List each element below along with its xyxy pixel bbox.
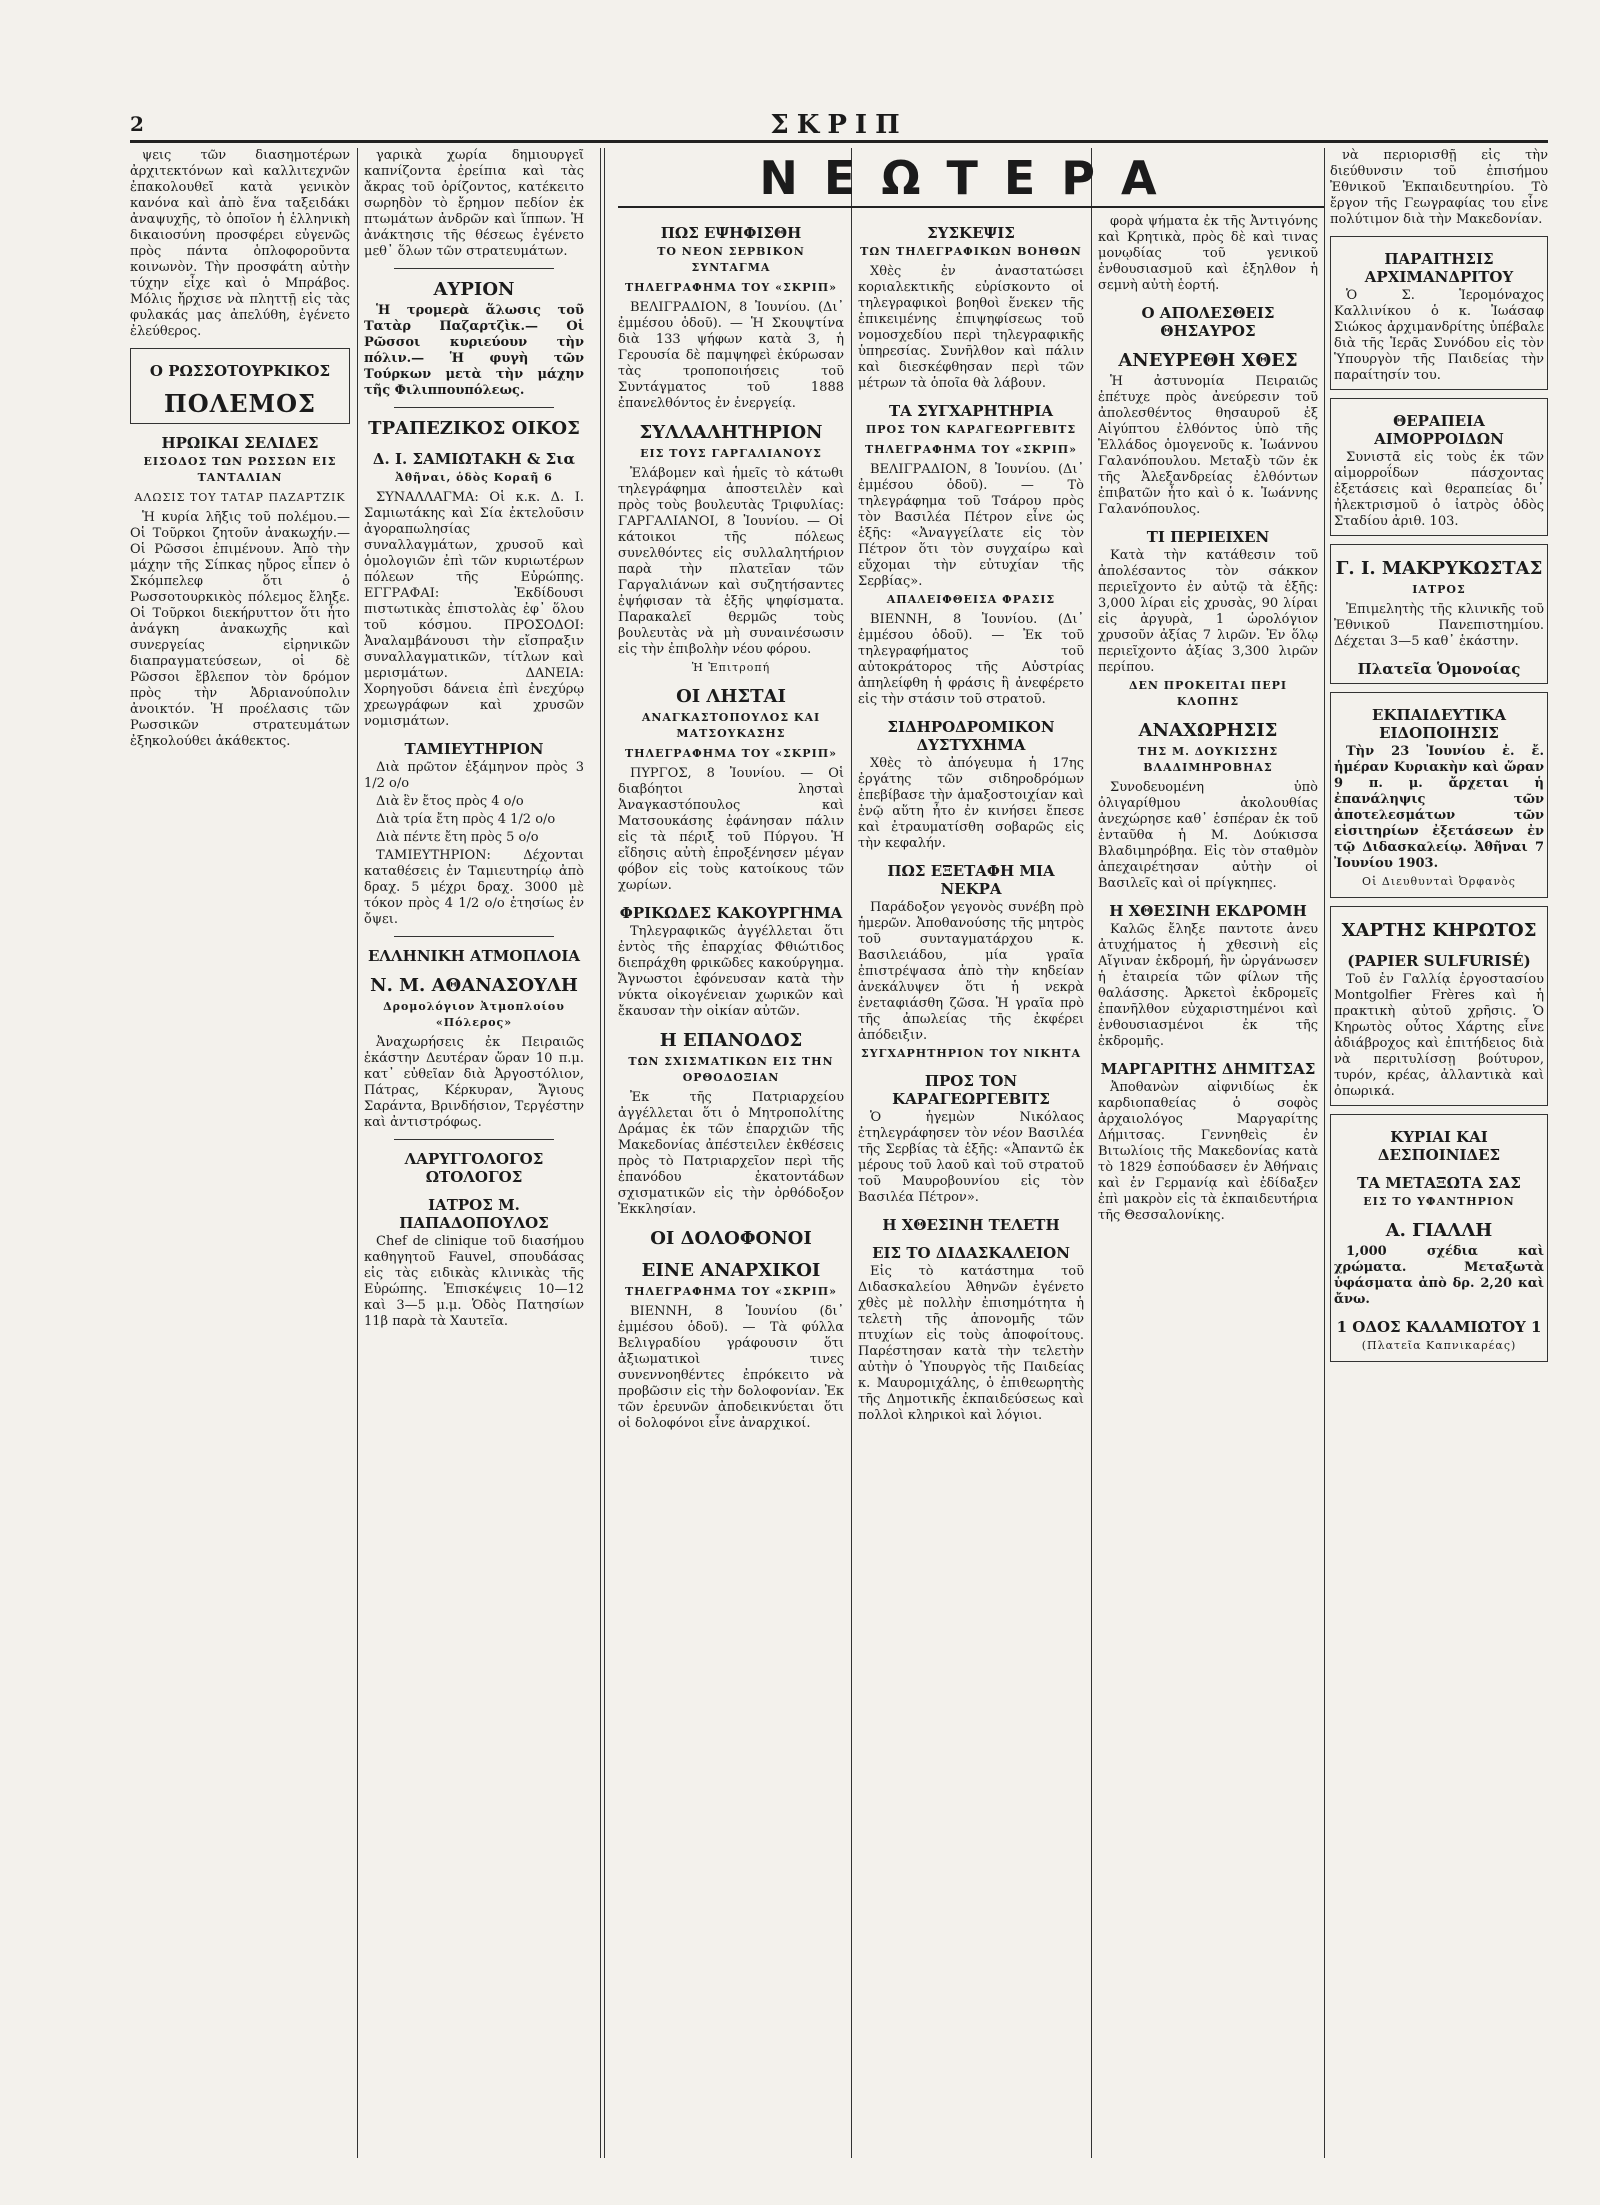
section-title: ΝΕΩΤΕΡΑ: [618, 150, 1324, 208]
column-rule: [851, 148, 852, 2158]
column-rule: [600, 148, 601, 2158]
article-text: Συνιστᾶ εἰς τοὺς ἐκ τῶν αἱμορροΐδων πάσχοντας ἐξετάσεις καὶ θεραπείας δι᾽ ἠλεκτρισμοῦ ὁ ἰατρὸς ὁδὸς Σταδίου ἀριθ. 103.: [1334, 450, 1544, 529]
subheadline: ΙΑΤΡΟΣ: [1412, 583, 1466, 596]
headline: ΜΑΡΓΑΡΙΤΗΣ ΔΗΜΙΤΣΑΣ: [1100, 1060, 1316, 1078]
headline: ΠΩΣ ΕΞΕΤΑΦΗ ΜΙΑ ΝΕΚΡΑ: [887, 862, 1055, 898]
headline: ΠΑΡΑΙΤΗΣΙΣ ΑΡΧΙΜΑΝΔΡΙΤΟΥ: [1364, 250, 1514, 286]
headline: ΚΥΡΙΑΙ ΚΑΙ ΔΕΣΠΟΙΝΙΔΕΣ: [1377, 1128, 1501, 1164]
column-1: [130, 148, 350, 2158]
headline: ΕΛΛΗΝΙΚΗ ΑΤΜΟΠΛΟΙΑ: [367, 947, 581, 965]
headline: ΤΙ ΠΕΡΙΕΙΧΕΝ: [1146, 528, 1270, 546]
divider: [394, 936, 554, 937]
page-number: 2: [130, 112, 144, 136]
article-text: Τηλεγραφικῶς ἀγγέλλεται ὅτι ἐντὸς τῆς ἐπαρχίας Φθιώτιδος διεπράχθη φρικῶδες κακούργημα. Ἄγνωστοι ἐφόνευσαν κατὰ τὴν νύκτα οἰκογένειαν χωρικῶν καὶ ἔκαυσαν τὴν οἰκίαν αὐτῶν.: [618, 924, 844, 1019]
column-6: [1330, 148, 1548, 2158]
rate-row: Διὰ ἓν ἔτος πρὸς 4 ο/ο: [376, 794, 524, 809]
subheadline: ΑΠΑΛΕΙΦΘΕΙΣΑ ΦΡΑΣΙΣ: [886, 593, 1056, 606]
headline: Γ. Ι. ΜΑΚΡΥΚΩΣΤΑΣ: [1335, 558, 1543, 579]
article-text: Ἡ τρομερὰ ἅλωσις τοῦ Τατὰρ Παζαρτζὶκ.— Οἱ Ρῶσσοι κυριεύουν τὴν πόλιν.— Ἡ φυγὴ τῶν Τούρκων μετὰ τὴν μάχην τῆς Φιλιππουπόλεως.: [364, 303, 584, 398]
article-text: Ὁ Σ. Ἱερομόναχος Καλλινίκου ὁ κ. Ἰωάσαφ Σιώκος ἀρχιμανδρίτης ὑπέβαλε διὰ τῆς Ἱερᾶς Συνόδου εἰς τὸν Ὑπουργὸν τῆς Παιδείας τὴν παραίτησίν του.: [1334, 288, 1544, 383]
article-text: φορὰ ψήματα ἐκ τῆς Ἀντιγόνης καὶ Κρητικὰ, πρὸς δὲ καὶ τινας μονῳδίας τοῦ γενικοῦ ἐνθουσιασμοῦ καὶ ἐξηλθον ἡ σεμνὴ αὐτὴ ἑορτή.: [1098, 214, 1318, 293]
headline: ΑΥΡΙΟΝ: [433, 279, 515, 300]
headline: ΠΩΣ ΕΨΗΦΙΣΘΗ: [660, 224, 802, 242]
notice-box: [1330, 236, 1548, 390]
article-text: ΒΙΕΝΝΗ, 8 Ἰουνίου (δι᾽ ἐμμέσου ὁδοῦ). — Τὰ φύλλα Βελιγραδίου γράφουσιν ὅτι ἀξιωματικοὶ τινες συνεννοηθέντες ἐπρόκειτο νὰ προβῶσιν εἰς τὴν δολοφονίαν. Ἐκ τῶν ἐρευνῶν ἀποδεικνύεται ὅτι οἱ δολοφόνοι εἶνε ἀναρχικοί.: [618, 1304, 844, 1431]
column-3: [618, 214, 844, 2158]
article-text: Κατὰ τὴν κατάθεσιν τοῦ ἀπολέσαντος τὸν σάκκον περιεῖχοντο ἐν αὐτῷ τὰ ἑξῆς: 3,000 λίραι εἰς χρυσὰς, 90 λίραι εἰς ἀργυρὰ, 1 ὡρολόγιον χρυσοῦν ἀξίας 7 λιρῶν. Ἐν ὅλῳ περιεῖχοντο ἀξίας 3,300 λιρῶν περίπου.: [1098, 548, 1318, 675]
article-text: Χθὲς τὸ ἀπόγευμα ἡ 17ης ἐργάτης τῶν σιδηροδρόμων ἐπεβίβασε τὴν ἁμαξοστοιχίαν καὶ ἐνῷ αὕτη ἦτο ἐν κινήσει ἔπεσε καὶ ἐτραυματίσθη σοβαρῶς εἰς τὴν κεφαλήν.: [858, 756, 1084, 851]
column-rule: [1324, 148, 1325, 2158]
signature: Οἱ Διευθυνταὶ Ὀρφανὸς: [1362, 875, 1516, 888]
headline: ΕΙΣ ΤΟ ΔΙΔΑΣΚΑΛΕΙΟΝ: [872, 1244, 1070, 1262]
headline: ΤΡΑΠΕΖΙΚΟΣ ΟΙΚΟΣ: [368, 418, 580, 439]
headline: ΠΡΟΣ ΤΟΝ ΚΑΡΑΓΕΩΡΓΕΒΙΤΣ: [892, 1072, 1050, 1108]
headline: Η ΧΘΕΣΙΝΗ ΤΕΛΕΤΗ: [882, 1216, 1060, 1234]
divider: [394, 407, 554, 408]
headline: (PAPIER SULFURISÉ): [1347, 952, 1531, 970]
article-text: ΤΑΜΙΕΥΤΗΡΙΟΝ: Δέχονται καταθέσεις ἐν Ταμιευτηρίῳ ἀπὸ δραχ. 5 μέχρι δραχ. 3000 μὲ τόκον πρὸς 4 1/2 ο/ο ἐτησίως ἐν ὄψει.: [364, 848, 584, 927]
subheadline: ΤΩΝ ΣΧΙΣΜΑΤΙΚΩΝ ΕΙΣ ΤΗΝ ΟΡΘΟΔΟΞΙΑΝ: [628, 1055, 834, 1084]
article-text: Ἐκ τῆς Πατριαρχείου ἀγγέλλεται ὅτι ὁ Μητροπολίτης Δράμας ἐκ τῶν ἐπαρχιῶν τῆς Μακεδονίας ἀπέστειλεν ἐκθέσεις πρὸς τὸ Πατριαρχεῖον περὶ τῆς ἐπανόδου ἑκατοντάδων σχισματικῶν εἰς τὴν ὀρθόδοξον Ἐκκλησίαν.: [618, 1090, 844, 1217]
bank-name: Δ. Ι. ΣΑΜΙΩΤΑΚΗ & Σια: [372, 450, 576, 468]
advert-box: [1330, 1114, 1548, 1362]
headline: ΑΝΕΥΡΕΘΗ ΧΘΕΣ: [1118, 350, 1298, 371]
column-4: [858, 214, 1084, 2158]
article-text: Ὁ ἡγεμὼν Νικόλαος ἐτηλεγράφησεν τὸν νέον Βασιλέα τῆς Σερβίας τὰ ἑξῆς: «Ἀπαντῶ ἐκ μέρους τοῦ λαοῦ καὶ τοῦ στρατοῦ τοῦ Μαυροβουνίου εἰς τὸν Βασιλέα Πέτρον».: [858, 1110, 1084, 1205]
address: (Πλατεῖα Καπνικαρέας): [1361, 1339, 1517, 1352]
signature: Ἡ Ἐπιτροπή: [691, 661, 771, 674]
masthead: [130, 110, 1548, 143]
advert-box: [1330, 906, 1548, 1106]
article-text: γαρικὰ χωρία δημιουργεῖ καπνίζοντα ἐρείπια καὶ τὰς ἄκρας τοῦ ὁρίζοντος, κατέκειτο σωρηδὸν τὸ ἔρημον πεδίον ἐκ πτωμάτων ἀνδρῶν καὶ ἵππων. Ἡ ἀνάκτησις τῆς θέσεως ἐγένετο μεθ᾽ ὅλων τῶν στρατευμάτων.: [364, 148, 584, 259]
headline: ΧΑΡΤΗΣ ΚΗΡΩΤΟΣ: [1341, 920, 1537, 941]
headline: ΠΟΛΕΜΟΣ: [164, 389, 316, 418]
headline: ΕΚΠΑΙΔΕΥΤΙΚΑ ΕΙΔΟΠΟΙΗΣΙΣ: [1372, 706, 1506, 742]
rate-row: Διὰ πρῶτον ἑξάμηνον πρὸς 3 1/2 ο/ο: [364, 760, 584, 791]
article-text: ΠΥΡΓΟΣ, 8 Ἰουνίου. — Οἱ διαβόητοι λησταὶ Ἀναγκαστόπουλος καὶ Ματσουκάσης ἐφάνησαν πάλιν εἰς τὰ πέριξ τοῦ Πύργου. Ἡ εἴδησις αὐτὴ ἐπροξένησεν μέγαν φόβον εἰς τοὺς κατοίκους τῶν χωρίων.: [618, 766, 844, 893]
article-text: ΣΥΝΑΛΛΑΓΜΑ: Οἱ κ.κ. Δ. Ι. Σαμιωτάκης καὶ Σία ἐκτελοῦσιν ἀγοραπωλησίας συναλλαγμάτων, χρυσοῦ καὶ ὁμολογιῶν ἐπὶ τῶν κυριωτέρων πόλεων τῆς Εὐρώπης. ΕΓΓΡΑΦΑΙ: Ἐκδίδουσι πιστωτικὰς ἐπιστολὰς ἐφ᾽ ὅλου τοῦ κόσμου. ΠΡΟΣΟΔΟΙ: Ἀναλαμβάνουσι τὴν εἴσπραξιν συναλλαγματικῶν, τίτλων καὶ μερισμάτων. ΔΑΝΕΙΑ: Χορηγοῦσι δάνεια ἐπὶ ἐνεχύρῳ χρεωγράφων καὶ χρυσῶν νομισμάτων.: [364, 490, 584, 729]
article-text: 1,000 σχέδια καὶ χρώματα. Μεταξωτὰ ὑφάσματα ἀπὸ δρ. 2,20 καὶ ἄνω.: [1334, 1244, 1544, 1307]
advert-box: [1330, 544, 1548, 684]
rate-row: Διὰ πέντε ἔτη πρὸς 5 ο/ο: [376, 830, 539, 845]
headline: Ο ΑΠΟΛΕΣΘΕΙΣ ΘΗΣΑΥΡΟΣ: [1141, 304, 1275, 340]
subheadline: ΔΕΝ ΠΡΟΚΕΙΤΑΙ ΠΕΡΙ ΚΛΟΠΗΣ: [1128, 679, 1288, 708]
advert-box: [1330, 398, 1548, 536]
headline: ΣΥΛΛΑΛΗΤΗΡΙΟΝ: [639, 422, 823, 443]
telegram-label: ΤΗΛΕΓΡΑΦΗΜΑ ΤΟΥ «ΣΚΡΙΠ»: [625, 747, 837, 760]
headline: ΣΥΣΚΕΨΙΣ: [927, 224, 1015, 242]
headline: ΘΕΡΑΠΕΙΑ ΑΙΜΟΡΡΟΙΔΩΝ: [1374, 412, 1504, 448]
headline: ΤΑΜΙΕΥΤΗΡΙΟΝ: [404, 740, 544, 758]
column-rule: [1091, 148, 1092, 2158]
subheadline: ΕΙΣ ΤΟ ΥΦΑΝΤΗΡΙΟΝ: [1363, 1195, 1515, 1208]
subheadline: Δρομολόγιον Ἀτμοπλοίου «Πόλερος»: [383, 1000, 565, 1029]
subheadline: ΤΩΝ ΤΗΛΕΓΡΑΦΙΚΩΝ ΒΟΗΘΩΝ: [860, 245, 1082, 258]
address: 1 ΟΔΟΣ ΚΑΛΑΜΙΩΤΟΥ 1: [1336, 1318, 1542, 1336]
headline: Ν. Μ. ΑΘΑΝΑΣΟΥΛΗ: [370, 975, 578, 996]
article-text: Ἀναχωρήσεις ἐκ Πειραιῶς ἑκάστην Δευτέραν ὥραν 10 π.μ. κατ᾽ εὐθεῖαν διὰ Ἀργοστόλιον, Πάτρας, Κέρκυραν, Ἄγιους Σαράντα, Βρινδήσιον, Τεργέστην καὶ ἀντιστρόφως.: [364, 1035, 584, 1130]
headline: ΦΡΙΚΩΔΕΣ ΚΑΚΟΥΡΓΗΜΑ: [619, 904, 843, 922]
divider: [394, 268, 554, 269]
article-text: Τοῦ ἐν Γαλλίᾳ ἐργοστασίου Montgolfier Frères καὶ ἡ πρακτικὴ αὐτοῦ χρῆσις. Ὁ Κηρωτὸς οὗτος Χάρτης εἶνε ἀδιάβροχος καὶ ἐπιτήδειος διὰ νὰ περιτυλίσσῃ βούτυρον, τυρόν, κρέας, ἀλλαντικὰ καὶ ὀπωρικά.: [1334, 972, 1544, 1099]
article-text: ΒΙΕΝΝΗ, 8 Ἰουνίου. (Δι᾽ ἐμμέσου ὁδοῦ). — Ἐκ τοῦ τηλεγραφήματος τοῦ αὐτοκράτορος τῆς Αὐστρίας ἀπηλείφθη ἡ φράσις ἣ ἀνεφέρετο εἰς τὴν στάσιν τοῦ στρατοῦ.: [858, 612, 1084, 707]
headline: Α. ΓΙΑΛΛΗ: [1385, 1220, 1493, 1241]
subheadline: ΑΝΑΓΚΑΣΤΟΠΟΥΛΟΣ ΚΑΙ ΜΑΤΣΟΥΚΑΣΗΣ: [641, 711, 821, 740]
subheadline: ΣΥΓΧΑΡΗΤΗΡΙΟΝ ΤΟΥ ΝΙΚΗΤΑ: [861, 1047, 1081, 1060]
article-text: ΒΕΛΙΓΡΑΔΙΟΝ, 8 Ἰουνίου. (Δι᾽ ἐμμέσου ὁδοῦ). — Τὸ τηλεγράφημα τοῦ Τσάρου πρὸς τὸν Βασιλέα Πέτρον εἶνε ὡς ἑξῆς: «Ἀναγγείλατε εἰς τὸν Πέτρον ὅτι τὸν συγχαίρω καὶ εὔχομαι τὴν εὐτυχίαν τῆς Σερβίας».: [858, 462, 1084, 589]
headline: ΣΙΔΗΡΟΔΡΟΜΙΚΟΝ ΔΥΣΤΥΧΗΜΑ: [887, 718, 1055, 754]
bank-address: Ἀθῆναι, ὁδὸς Κοραῆ 6: [395, 471, 553, 484]
article-text: Χθὲς ἐν ἀναστατώσει κοριαλεκτικῆς εὑρίσκοντο οἱ τηλεγραφικοὶ βοηθοὶ ἕνεκεν τῆς ἐπικειμένης ἐπιψηφίσεως τοῦ νομοσχεδίου περὶ τηλεγραφικῆς ὑπηρεσίας. Συνῆλθον καὶ πάλιν καὶ διεσκέφθησαν περὶ τῶν μέτρων τὰ ὁποῖα θὰ λάβουν.: [858, 264, 1084, 391]
rate-row: Διὰ τρία ἔτη πρὸς 4 1/2 ο/ο: [376, 812, 556, 827]
war-header-box: [130, 348, 350, 424]
headline: Ο ΡΩΣΣΟΤΟΥΡΚΙΚΟΣ: [149, 362, 331, 380]
article-text: ψεις τῶν διασημοτέρων ἀρχιτεκτόνων καὶ καλλιτεχνῶν ἐπακολουθεῖ κατὰ γενικὸν κανόνα καὶ ἀπὸ ἕνα ταξειδάκι ἀναψυχῆς, τὸ ὁποῖον ἡ ἑλληνικὴ δικαιοσύνη προσφέρει εὐγενῶς πρὸς πάντα ὁπλοφοροῦντα κοινωνὸν. Τὴν προσφάτη αὐτὴν τύχην εἶχε καὶ ὁ Μπράβος. Μόλις ἤρχισε νὰ πληττῇ εἰς τὰς φυλακάς μας ἀπελύθη, ἐγένετο ἐλεύθερος.: [130, 148, 350, 339]
subheadline: ΕΙΣ ΤΟΥΣ ΓΑΡΓΑΛΙΑΝΟΥΣ: [640, 447, 822, 460]
headline: ΟΙ ΛΗΣΤΑΙ: [676, 686, 786, 707]
headline: ΑΝΑΧΩΡΗΣΙΣ: [1138, 720, 1278, 741]
article-text: Chef de clinique τοῦ διασήμου καθηγητοῦ Fauvel, σπουδάσας εἰς τὰς ειδικὰς κλινικὰς τῆς Εὐρώπης. Ἐπισκέψεις 10—12 καὶ 3—5 μ.μ. Ὁδὸς Πατησίων 11β παρὰ τὰ Χαυτεῖα.: [364, 1234, 584, 1329]
article-text: Ἐπιμελητὴς τῆς κλινικῆς τοῦ Ἐθνικοῦ Πανεπιστημίου. Δέχεται 3—5 καθ᾽ ἑκάστην.: [1334, 602, 1544, 649]
headline: ΙΑΤΡΟΣ Μ. ΠΑΠΑΔΟΠΟΥΛΟΣ: [399, 1196, 549, 1232]
address: Πλατεῖα Ὁμονοίας: [1357, 660, 1521, 678]
telegram-label: ΤΗΛΕΓΡΑΦΗΜΑ ΤΟΥ «ΣΚΡΙΠ»: [865, 443, 1077, 456]
telegram-label: ΤΗΛΕΓΡΑΦΗΜΑ ΤΟΥ «ΣΚΡΙΠ»: [625, 1285, 837, 1298]
headline: ΤΑ ΣΥΓΧΑΡΗΤΗΡΙΑ: [889, 402, 1053, 420]
article-text: νὰ περιορισθῇ εἰς τὴν διεύθυνσιν τοῦ ἐπισήμου Ἐθνικοῦ Ἐκπαιδευτηρίου. Τὸ ἔργον τῆς Γεωγραφίας του εἶνε πολύτιμον διὰ τὴν Μακεδονίαν.: [1330, 148, 1548, 227]
column-5: [1098, 214, 1318, 2158]
headline: ΤΑ ΜΕΤΑΞΩΤΑ ΣΑΣ: [1357, 1174, 1521, 1192]
newspaper-name: ΣΚΡΙΠ: [770, 110, 908, 140]
notice-box: [1330, 692, 1548, 898]
headline: ΕΙΝΕ ΑΝΑΡΧΙΚΟΙ: [641, 1260, 821, 1281]
column-rule: [357, 148, 358, 2158]
article-text: Ἀποθανὼν αἰφνιδίως ἐκ καρδιοπαθείας ὁ σοφὸς ἀρχαιολόγος Μαργαρίτης Δήμιτσας. Γεννηθεὶς ἐν Βιτωλίοις τῆς Μακεδονίας κατὰ τὸ 1829 ἐσπούδασεν ἐν Ἀθήναις καὶ ἐν Γερμανίᾳ καὶ ἐδίδαξεν ἐπὶ μακρὸν εἰς τὰ ἐκπαιδευτήρια τῆς Θεσσαλονίκης.: [1098, 1080, 1318, 1223]
headline: ΛΑΡΥΓΓΟΛΟΓΟΣ ΩΤΟΛΟΓΟΣ: [404, 1150, 544, 1186]
column-2: [364, 148, 584, 2158]
subheadline: ΕΙΣΟΔΟΣ ΤΩΝ ΡΩΣΣΩΝ ΕΙΣ ΤΑΝΤΑΛΙΑΝ: [143, 455, 337, 484]
article-text: Εἰς τὸ κατάστημα τοῦ Διδασκαλείου Ἀθηνῶν ἐγένετο χθὲς μὲ πολλὴν ἐπισημότητα ἡ τελετὴ τῆς ἀπονομῆς τῶν πτυχίων εἰς τοὺς ἀποφοίτους. Παρέστησαν κατὰ τὴν τελετὴν αὐτὴν ὁ Ὑπουργὸς τῆς Παιδείας κ. Μαυρομιχάλης, ὁ ἐπιθεωρητὴς τῆς Δημοτικῆς ἐκπαιδεύσεως καὶ πολλοὶ κληρικοὶ καὶ λόγιοι.: [858, 1264, 1084, 1423]
article-text: Τὴν 23 Ἰουνίου ἐ. ἔ. ἡμέραν Κυριακὴν καὶ ὥραν 9 π. μ. ἄρχεται ἡ ἐπανάληψις τῶν ἀποτελεσμάτων τῶν εἰσιτηρίων ἐξετάσεων ἐν τῷ Διδασκαλείῳ. Ἀθῆναι 7 Ἰουνίου 1903.: [1334, 744, 1544, 871]
article-text: Συνοδευομένη ὑπὸ ὀλιγαρίθμου ἀκολουθίας ἀνεχώρησε καθ᾽ ἑσπέραν ἐκ τοῦ ἐνταῦθα ἡ Μ. Δούκισσα Βλαδιμηρόβηα. Εἰς τὸν σταθμὸν ἀπεχαιρέτησαν αὐτὴν οἱ Βασιλεῖς καὶ οἱ πρίγκηπες.: [1098, 780, 1318, 891]
article-text: Παράδοξον γεγονὸς συνέβη πρὸ ἡμερῶν. Ἀποθανούσης τῆς μητρὸς τοῦ συνταγματάρχου κ. Βασιλειάδου, μία γραῖα ἐπιστρέψασα ἀπὸ τὴν κηδείαν ἀνεκάλυψεν ὅτι ἡ νεκρὰ ἐνεταφιάσθη ζῶσα. Ἡ γραῖα πρὸ τῆς ἀπωλείας τῆς ἐκφέρει ἀπόδειξιν.: [858, 900, 1084, 1043]
subheadline: ΤΗΣ Μ. ΔΟΥΚΙΣΣΗΣ ΒΛΑΔΙΜΗΡΟΒΗΑΣ: [1137, 745, 1279, 774]
telegram-label: ΤΗΛΕΓΡΑΦΗΜΑ ΤΟΥ «ΣΚΡΙΠ»: [625, 281, 837, 294]
article-text: Ἡ κυρία λῆξις τοῦ πολέμου.— Οἱ Τοῦρκοι ζητοῦν ἀνακωχήν.— Οἱ Ρῶσσοι ἐπιμένουν. Ἀπὸ τὴν μάχην τῆς Σίπκας ηὔρος εἶπεν ὁ Σκόμπελεφ ὅτι ὁ Ρωσσοτουρκικὸς πόλεμος ἔληξε. Οἱ Τοῦρκοι διεκήρυττον ὅτι ἦτο ἀνάγκη ἀνακωχῆς καὶ συνεργείας εἰρηνικῶν διαπραγματεύσεων, οἱ δὲ Ρῶσσοι ἔβλεπον τὸν δρόμον πρὸς τὴν Ἀδριανούπολιν ἀνοικτόν. Ἡ προέλασις τῶν Ρωσσικῶν στρατευμάτων ἐξηκολούθει ἀκάθεκτος.: [130, 510, 350, 749]
divider: [394, 1139, 554, 1140]
subheadline: ΑΛΩΣΙΣ ΤΟΥ ΤΑΤΑΡ ΠΑΖΑΡΤΖΙΚ: [134, 491, 346, 504]
article-text: Ἐλάβομεν καὶ ἡμεῖς τὸ κάτωθι τηλεγράφημα ἀποστειλὲν καὶ πρὸς τοὺς βουλευτὰς Τριφυλίας: ΓΑΡΓΑΛΙΑΝΟΙ, 8 Ἰουνίου. — Οἱ κάτοικοι τῆς πόλεως συνελθόντες εἰς συλλαλητήριον παρὰ τὴν πλατεῖαν τῶν Γαργαλιάνων καὶ συζητήσαντες ἐψήφισαν τὰ ἑξῆς ψηφίσματα. Παρακαλεῖ θερμῶς τοὺς βουλευτὰς νὰ μὴ συναινέσωσιν εἰς τὴν ἐπιβολὴν νέου φόρου.: [618, 466, 844, 657]
subheadline: ΤΟ ΝΕΟΝ ΣΕΡΒΙΚΟΝ ΣΥΝΤΑΓΜΑ: [657, 245, 805, 274]
article-text: Ἡ ἀστυνομία Πειραιῶς ἐπέτυχε πρὸς ἀνεύρεσιν τοῦ ἀπολεσθέντος θησαυροῦ ἐξ Αἰγύπτου ἐλθόντος ὑπὸ τῆς Ἑλλάδος ὁμογενοῦς κ. Ἰωάννου Γαλανόπουλου. Μεταξὺ τῶν ἐκ τῆς Ἀλεξανδρείας ἐλθόντων ἐπιβατῶν ἦτο καὶ ὁ κ. Ἰωάννης Γαλανόπουλος.: [1098, 374, 1318, 517]
article-text: ΒΕΛΙΓΡΑΔΙΟΝ, 8 Ἰουνίου. (Δι᾽ ἐμμέσου ὁδοῦ). — Ἡ Σκουψτίνα διὰ 133 ψήφων κατὰ 3, ἡ Γερουσία δὲ παμψηφεὶ ἐκύρωσαν τὰς τροποποιήσεις τοῦ Συντάγματος τοῦ 1888 ἐπανελθόντος ἐν ἐνεργείᾳ.: [618, 300, 844, 411]
headline: Η ΕΠΑΝΟΔΟΣ: [659, 1030, 803, 1051]
article-text: Καλῶς ἔληξε παντοτε ἀνευ ἀτυχήματος ἡ χθεσινὴ εἰς Αἴγιναν ἐκδρομή, ἣν ὠργάνωσεν ἡ ἐταιρεία τῶν φίλων τῆς θαλάσσης. Ἀρκετοὶ ἐκδρομεῖς ἐπανῆλθον εὐχαριστημένοι καὶ ἐνθουσιασμένοι ἐκ τῆς ἐκδρομῆς.: [1098, 922, 1318, 1049]
subheadline: ΠΡΟΣ ΤΟΝ ΚΑΡΑΓΕΩΡΓΕΒΙΤΣ: [865, 423, 1077, 436]
headline: Η ΧΘΕΣΙΝΗ ΕΚΔΡΟΜΗ: [1109, 902, 1307, 920]
subheadline: ΗΡΩΙΚΑΙ ΣΕΛΙΔΕΣ: [161, 434, 319, 452]
headline: ΟΙ ΔΟΛΟΦΟΝΟΙ: [650, 1228, 812, 1249]
column-rule: [604, 148, 605, 2158]
